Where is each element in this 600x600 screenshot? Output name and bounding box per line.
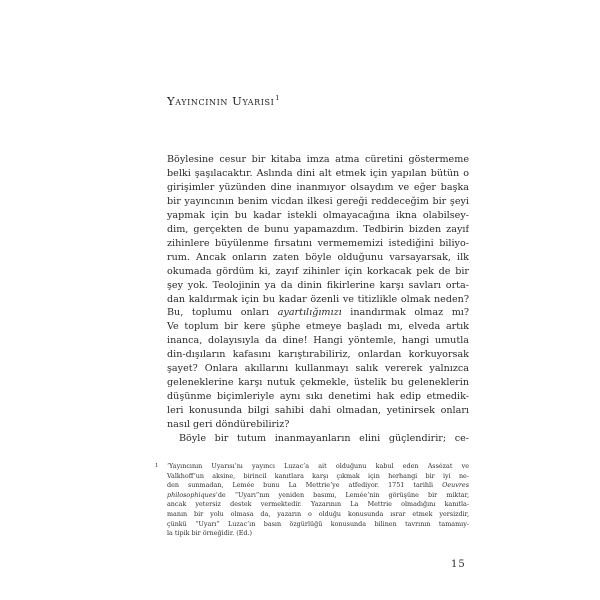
text-line: bir yayıncının benim vicdan ilkesi gereği reddeceğim bir şeyi [167, 195, 469, 207]
text-line: belki şaşılacaktır. Aslında dini alt etmek için yapılan bütün o [167, 167, 469, 179]
footnote-line: Valkhoff’un aksine, birincil kanıtlara karşı çıkmak için herhangi bir iyi ne- [167, 471, 469, 480]
text-segment: ’de “Uyarı”nın yeniden basımı, Lemée’nin görüşüne bir miktar, [215, 490, 469, 499]
text-line: yapmak için bu kadar istekli olmayacağına ikna olabilsey- [167, 209, 469, 221]
text-line: Böyle bir tutum inanmayanların elini güçlendirir; ce- [179, 433, 469, 445]
footnote-line: manın bir yolu olmasa da, yazarın o olduğu konusunda ısrar etmek yersizdir, [167, 509, 469, 518]
text-line: din-dışıların kafasını karıştırabiliriz, onlardan korkuyorsak [167, 349, 469, 361]
text-line: nasıl geri döndürebiliriz? [167, 419, 290, 431]
text-line: zihinlere büyülenme fırsatını vermememizi istediğini biliyo- [167, 237, 469, 249]
text-line: Böylesine cesur bir kitaba imza atma cüretini göstermeme [167, 154, 469, 165]
text-line: geleneklerine karşı nutuk çekmekle, üstelik bu geleneklerin [167, 377, 469, 389]
text-line: rum. Ancak onların zaten böyle olduğunu varsayarsak, ilk [167, 251, 469, 263]
text-segment: inandırmak olmaz mı? [341, 307, 469, 319]
footnote-line: la tipik bir örneğidir. (Ed.) [167, 529, 253, 538]
footnote-body [167, 462, 469, 539]
footnote-line: ancak yetersiz destek vermektedir. Yazarının La Mettrie olmadığını kanıtla- [167, 500, 469, 509]
footnote-line: ‘Yayıncının Uyarısı’nı yayıncı Luzac’a ait olduğunu kabul eden Assézat ve [167, 462, 469, 470]
italic-title: Oeuvres [442, 481, 469, 490]
text-line: inanca, dolayısıyla da dine! Hangi yöntemle, hangi umutla [167, 335, 469, 347]
page-number: 15 [451, 559, 466, 570]
body-text [167, 153, 469, 446]
paragraph-1 [167, 153, 469, 432]
text-line: girişimler yüzünden dine inanmıyor olsaydım ve eğer başka [167, 181, 469, 193]
text-line: dim, gerçekten de bunu yapamazdım. Tedbirin bizden zayıf [167, 223, 469, 235]
italic-term: ayartılığımızı [277, 307, 342, 319]
footnote-line [167, 481, 469, 491]
text-line: okumada gördüm ki, zayıf zihinler için korkacak pek de bir [167, 265, 469, 277]
text-line-italic [167, 306, 469, 320]
text-segment: den sunmadan, Lemée bunu La Mettrie’ye atfediyor. 1751 tarihli [167, 481, 443, 490]
section-heading [167, 94, 280, 108]
footnote-line [167, 491, 469, 501]
section-title: Yayıncının Uyarısı [167, 94, 275, 108]
italic-title: philosophiques [167, 490, 216, 499]
text-segment: Bu, toplumu onları [167, 307, 278, 319]
paragraph-2 [167, 432, 469, 446]
text-line: Ve toplum bir kere şüphe etmeye başladı mı, elveda artık [167, 321, 469, 333]
text-line: dan kaldırmak için bu kadar özenli ve titizlikle olmak neden? [167, 293, 469, 305]
text-line: düşünme biçimleriyle aynı sıkı denetimi hak edip etmedik- [167, 391, 469, 403]
footnote-reference: 1 [275, 94, 281, 103]
text-line: şey yok. Teolojinin ya da dinin fikirlerine karşı savları orta- [167, 279, 469, 291]
text-line: leri konusunda bilgi sahibi dahi olmadan, yetinirsek onları [167, 405, 469, 417]
footnote [155, 462, 469, 539]
text-line: şayet? Onlara akıllarını kullanmayı salık vererek yalnızca [167, 363, 469, 375]
footnote-line: çünkü “Uyarı” Luzac’ın basın özgürlüğü konusunda bilinen tavrının tamamıy- [167, 519, 469, 528]
footnote-marker: 1 [155, 463, 159, 469]
